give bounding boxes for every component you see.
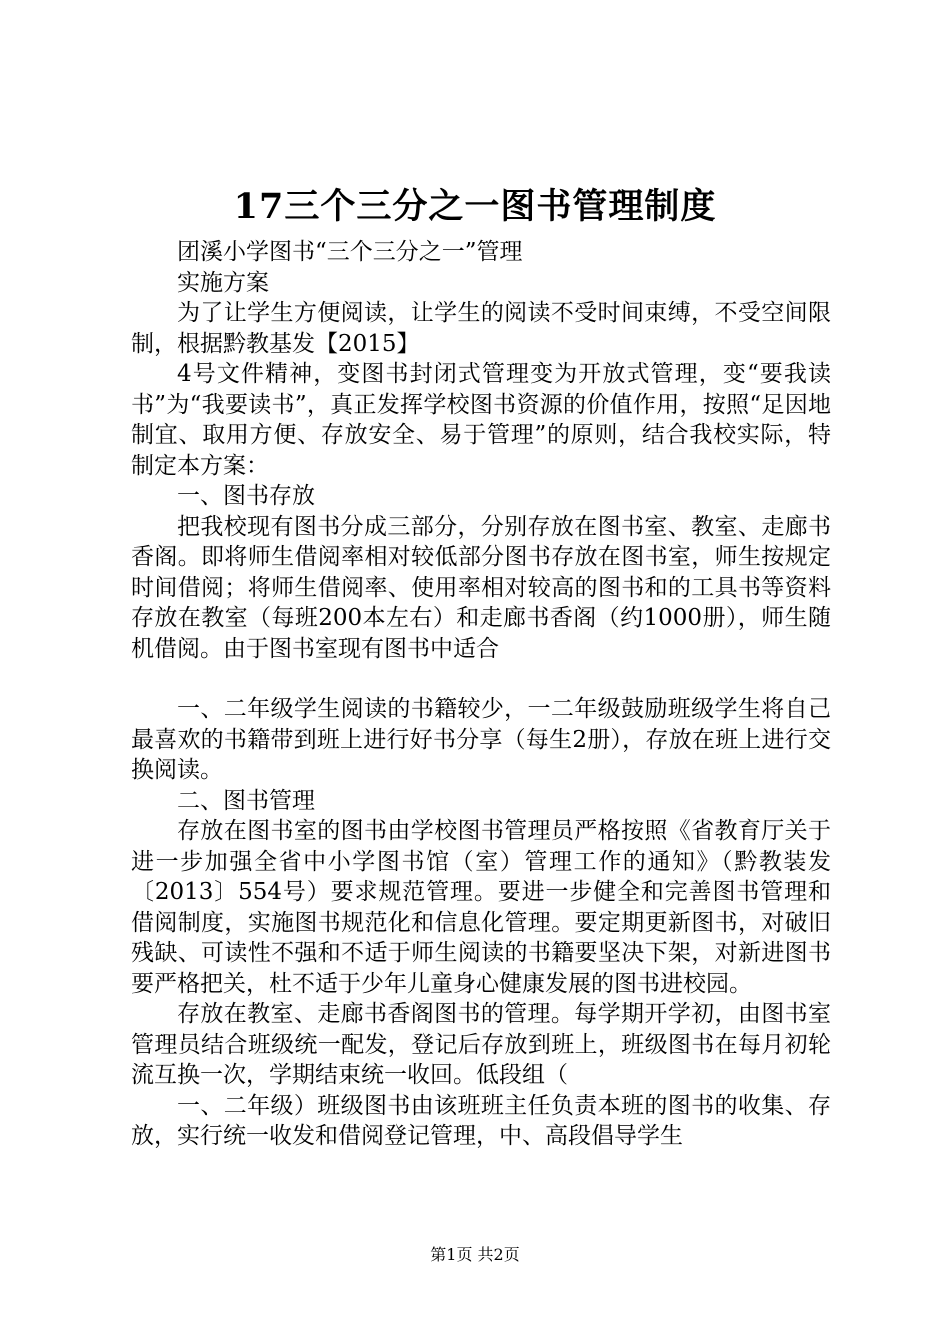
section-heading-management: 二、图书管理 [177,787,315,814]
paragraph-library-management: 存放在图书室的图书由学校图书管理员严格按照《省教育厅关于进一步加强全省中小学图书馆（室）管理工作的通知》（黔教装发〔2013〕554号）要求规范管理。要进一步健全和完善图书管理和借阅制度，实施图书规范化和信息化管理。要定期更新图书，对破旧残缺、可读性不强和不适于师生阅读的书籍要坚决下架，对新进图书要严格把关，杜不适于少年儿童身心健康发展的图书进校园。 [131,818,831,997]
page-footer: 第1页 共2页 [430,1245,520,1264]
document-title: 17三个三分之一图书管理制度 [233,186,717,227]
paragraph-plan-heading: 实施方案 [177,269,269,296]
paragraph-purpose: 为了让学生方便阅读，让学生的阅读不受时间束缚，不受空间限制，根据黔教基发【2015】 [131,300,831,357]
document-body [131,237,831,1152]
paragraph-class-books: 一、二年级）班级图书由该班班主任负责本班的图书的收集、存放，实行统一收发和借阅登记管理，中、高段倡导学生 [131,1092,831,1149]
paragraph-school-heading: 团溪小学图书“三个三分之一”管理 [177,239,523,265]
paragraph-lower-grades: 一、二年级学生阅读的书籍较少，一二年级鼓励班级学生将自己最喜欢的书籍带到班上进行好书分享（每生2册），存放在班上进行交换阅读。 [131,696,831,783]
paragraph-storage: 把我校现有图书分成三部分，分别存放在图书室、教室、走廊书香阁。即将师生借阅率相对较低部分图书存放在图书室，师生按规定时间借阅；将师生借阅率、使用率相对较高的图书和的工具书等资料存放在教室（每班200本左右）和走廊书香阁（约1000册），师生随机借阅。由于图书室现有图书中适合 [131,513,831,662]
paragraph-principle: 4号文件精神，变图书封闭式管理变为开放式管理，变“要我读书”为“我要读书”，真正发挥学校图书资源的价值作用，按照“足因地制宜、取用方便、存放安全、易于管理”的原则，结合我校实际，特制定本方案： [131,361,831,479]
paragraph-classroom-management: 存放在教室、走廊书香阁图书的管理。每学期开学初，由图书室管理员结合班级统一配发，登记后存放到班上，班级图书在每月初轮流互换一次，学期结束统一收回。低段组（ [131,1001,831,1088]
section-heading-storage: 一、图书存放 [177,483,315,509]
